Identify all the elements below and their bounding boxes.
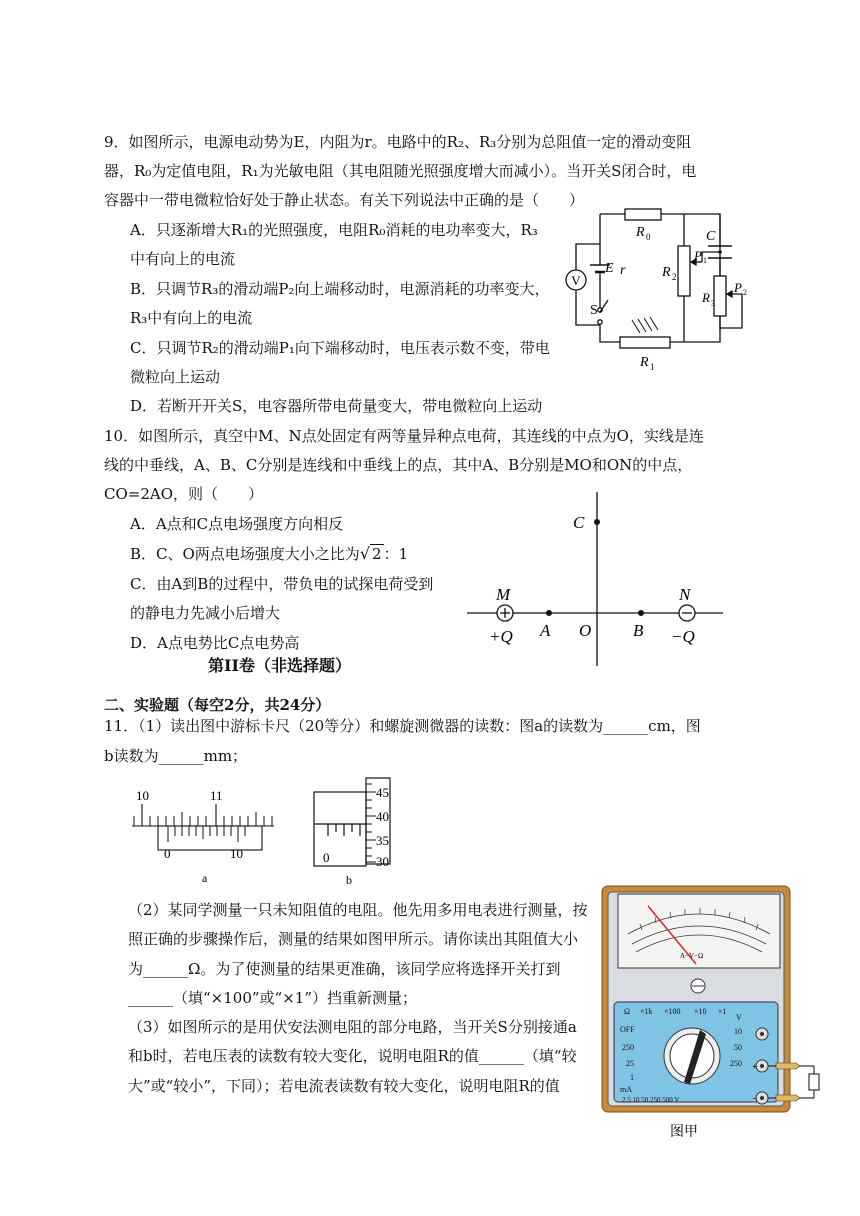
multimeter-figure bbox=[600, 884, 826, 1144]
q9-line3: 容器中一带电微粒恰好处于静止状态。有关下列说法中正确的是（ ） bbox=[104, 191, 585, 209]
q9-line1: 9．如图所示，电源电动势为E，内阻为r。电路中的R₂、R₃分别为总阻值一定的滑动变阻 bbox=[104, 133, 692, 151]
ma-25: 25 bbox=[626, 1059, 634, 1068]
volt-label: V bbox=[736, 1013, 742, 1022]
switch-label: S bbox=[590, 303, 598, 318]
r3-sub: 3 bbox=[711, 299, 715, 308]
charge-pos-label: +Q bbox=[489, 627, 513, 646]
q9-line2: 器，R₀为定值电阻，R₁为光敏电阻（其电阻随光照强度增大而减小）。当开关S闭合时，电 bbox=[104, 162, 697, 180]
q9-option-b-line1: B．只调节R₃的滑动端P₂向上端移动时，电源消耗的功率变大， bbox=[130, 280, 550, 298]
thimble-35: 35 bbox=[376, 833, 389, 848]
emf-label: E bbox=[605, 261, 614, 276]
q10-option-c-line2: 的静电力先减小后增大 bbox=[130, 604, 281, 622]
q9-option-d: D．若断开开关S，电容器所带电荷量变大，带电微粒向上运动 bbox=[130, 397, 543, 415]
q11-part2-line1: （2）某同学测量一只未知阻值的电阻。他先用多用电表进行测量，按 bbox=[128, 901, 588, 919]
fig-b-caption: b bbox=[346, 873, 352, 887]
bottom-scale: 2.5 10 50 250 500 V bbox=[622, 1096, 680, 1104]
p1-label: P bbox=[694, 248, 702, 263]
volt-250: 250 bbox=[730, 1059, 742, 1068]
q11-line2: b读数为______mm； bbox=[104, 747, 248, 765]
p2-label: P bbox=[734, 280, 742, 295]
micrometer-figure bbox=[308, 774, 404, 886]
volt-10: 10 bbox=[734, 1027, 742, 1036]
q11-line1: 11．（1）读出图中游标卡尺（20等分）和螺旋测微器的读数：图a的读数为______cm，图 bbox=[104, 717, 701, 735]
q11-part2-line4: ______（填“×100”或“×1”）挡重新测量； bbox=[128, 989, 417, 1007]
r2-label: R bbox=[662, 265, 671, 280]
thimble-45: 45 bbox=[376, 785, 389, 800]
minus-jack: − bbox=[752, 1094, 758, 1105]
p2-sub: 2 bbox=[743, 288, 747, 297]
point-m-label: M bbox=[496, 585, 511, 604]
q9-option-a-line2: 中有向上的电流 bbox=[130, 250, 236, 268]
q10-line1: 10．如图所示，真空中M、N点处固定有两等量异种点电荷，其连线的中点为O，实线是连 bbox=[104, 427, 704, 445]
q9-circuit-diagram bbox=[560, 200, 760, 380]
q10-charge-diagram bbox=[465, 490, 725, 668]
point-c-label: C bbox=[573, 513, 585, 532]
r2-sub: 2 bbox=[672, 272, 677, 282]
point-a-label: A bbox=[540, 621, 551, 640]
plus-jack: + bbox=[752, 1062, 758, 1073]
vernier-caliper-figure bbox=[128, 786, 278, 886]
r1-label: R bbox=[640, 355, 649, 370]
q9-option-c-line1: C．只调节R₂的滑动端P₁向下端移动时，电压表示数不变，带电 bbox=[130, 339, 550, 357]
q9-option-b-line2: R₃中有向上的电流 bbox=[130, 309, 253, 327]
q11-part3-line1: （3）如图所示的是用伏安法测电阻的部分电路，当开关S分别接通a bbox=[128, 1018, 577, 1036]
sleeve-0: 0 bbox=[323, 850, 330, 865]
q10-option-b: B．C、O两点电场强度大小之比为√ 2 ：1 bbox=[130, 544, 409, 563]
q11-part3-line2: 和b时，若电压表的读数有较大变化，说明电阻R的值______（填“较 bbox=[128, 1047, 577, 1065]
q11-part3-line3: 大”或“较小”，下同）；若电流表读数有较大变化，说明电阻R的值 bbox=[128, 1077, 560, 1095]
point-b-label: B bbox=[633, 621, 644, 640]
section-title: 第II卷（非选择题） bbox=[208, 656, 351, 675]
r3-label: R bbox=[702, 290, 710, 305]
thimble-30: 30 bbox=[376, 854, 389, 869]
vernier-10: 10 bbox=[230, 846, 243, 861]
volt-50: 50 bbox=[734, 1043, 742, 1052]
range-x100: ×100 bbox=[664, 1007, 681, 1016]
point-n-label: N bbox=[679, 585, 691, 604]
q10-option-d: D．A点电势比C点电势高 bbox=[130, 634, 300, 652]
q10-line2: 线的中垂线，A、B、C分别是连线和中垂线上的点，其中A、B分别是MO和ON的中点， bbox=[104, 456, 693, 474]
figure-jia-caption: 图甲 bbox=[670, 1125, 698, 1140]
r0-label: R bbox=[636, 225, 645, 240]
fig-a-caption: a bbox=[202, 871, 208, 885]
ohm-symbol: Ω bbox=[624, 1007, 630, 1016]
q11-part2-line2: 照正确的步骤操作后，测量的结果如图甲所示。请你读出其阻值大小 bbox=[128, 930, 579, 948]
q9-option-a-line1: A．只逐渐增大R₁的光照强度，电阻R₀消耗的电功率变大，R₃ bbox=[130, 221, 538, 239]
r0-sub: 0 bbox=[646, 232, 651, 242]
q9-option-c-line2: 微粒向上运动 bbox=[130, 368, 221, 386]
internal-r-label: r bbox=[620, 263, 626, 278]
r1-sub: 1 bbox=[650, 362, 655, 372]
q10-option-c-line1: C．由A到B的过程中，带负电的试探电荷受到 bbox=[130, 575, 434, 593]
p1-sub: 1 bbox=[703, 256, 707, 265]
off-label: OFF bbox=[620, 1025, 635, 1034]
sqrt-radicand: 2 bbox=[372, 545, 382, 563]
thimble-40: 40 bbox=[376, 809, 389, 824]
part-title: 二、实验题（每空2分，共24分） bbox=[104, 696, 331, 714]
ma-label: mA bbox=[620, 1085, 632, 1094]
q10-option-a: A．A点和C点电场强度方向相反 bbox=[130, 515, 344, 533]
range-x10: ×10 bbox=[694, 1007, 707, 1016]
ma-1: 1 bbox=[630, 1073, 634, 1082]
capacitor-label: C bbox=[706, 229, 716, 244]
meter-face-label: A−V−Ω bbox=[680, 952, 704, 960]
voltmeter-label: V bbox=[571, 273, 581, 288]
ma-250: 250 bbox=[622, 1043, 634, 1052]
q11-part2-line3: 为______Ω。为了使测量的结果更准确，该同学应将选择开关打到 bbox=[128, 960, 561, 978]
charge-neg-label: −Q bbox=[671, 627, 695, 646]
range-x1k: ×1k bbox=[640, 1007, 653, 1016]
main-scale-11: 11 bbox=[210, 788, 223, 803]
q10-line3: CO=2AO，则（ ） bbox=[104, 485, 264, 503]
main-scale-10: 10 bbox=[136, 788, 149, 803]
range-x1: ×1 bbox=[718, 1007, 727, 1016]
point-o-label: O bbox=[579, 621, 592, 640]
vernier-0: 0 bbox=[164, 846, 171, 861]
